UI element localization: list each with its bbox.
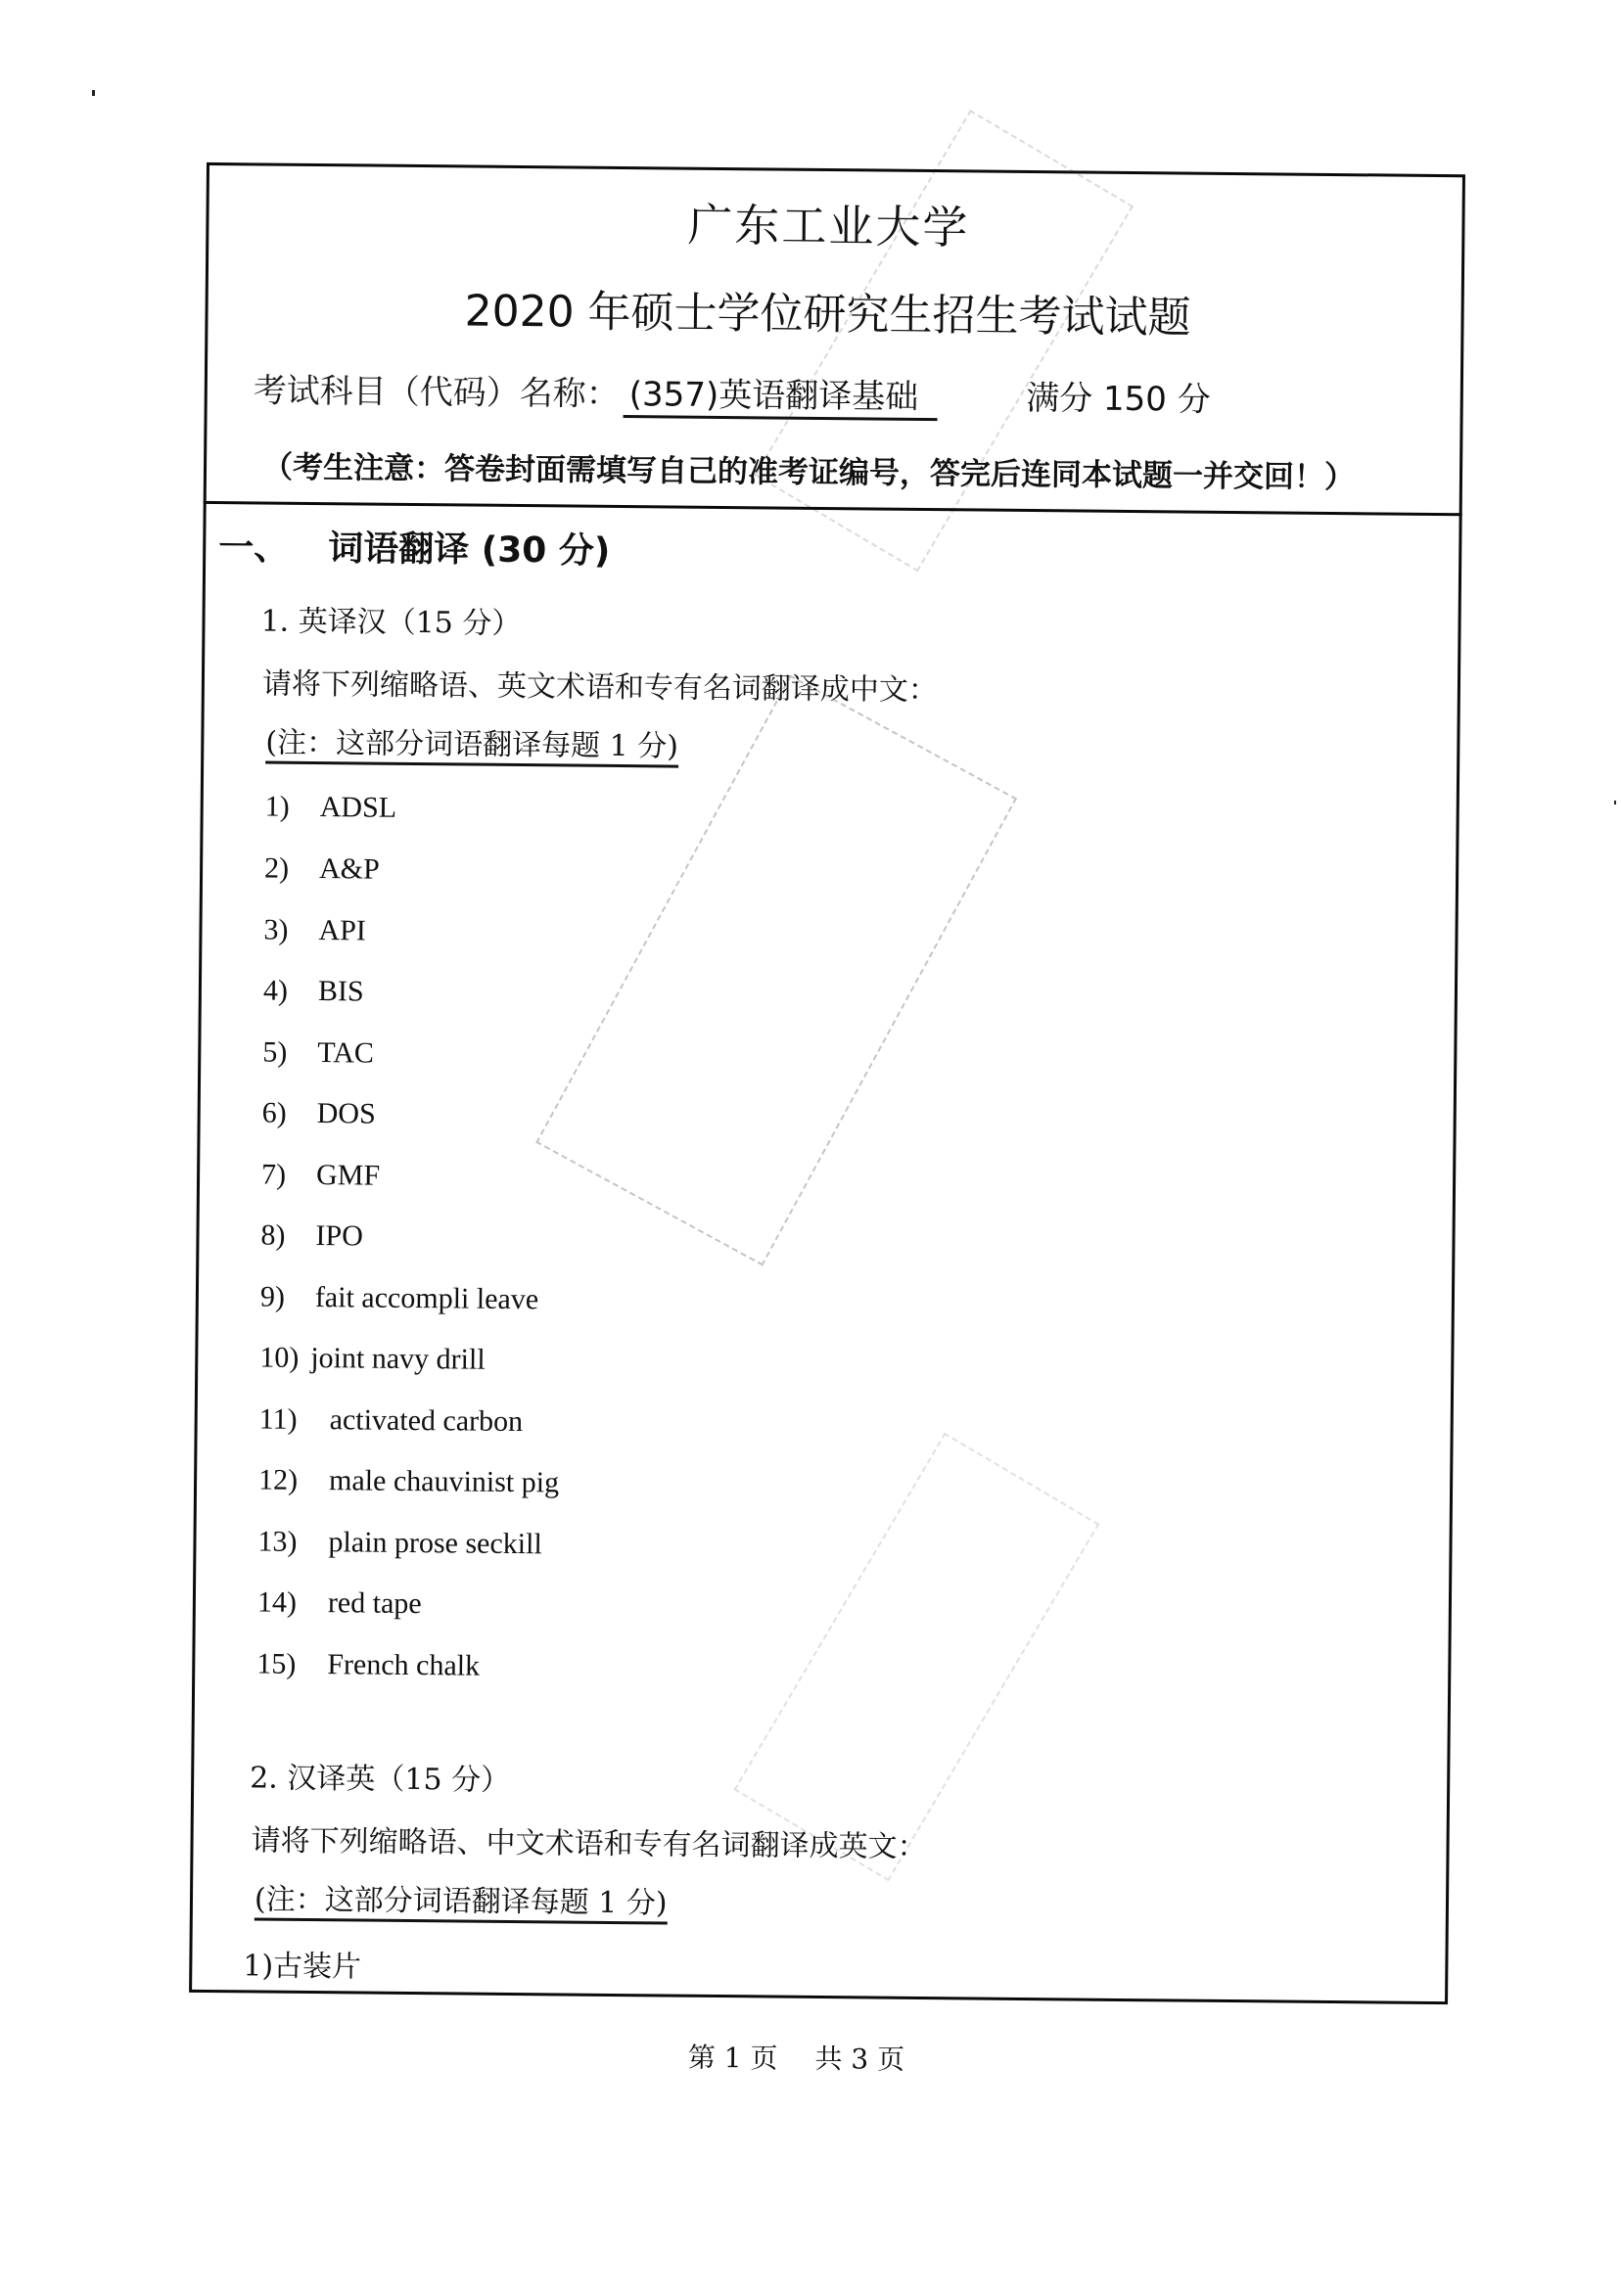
part-note: (注：这部分词语翻译每题 1 分) [265,729,678,768]
item-index: 1) [264,790,290,823]
item-index: 15) [256,1647,297,1680]
item-index: 11) [258,1402,298,1436]
exam-title: 2020 年硕士学位研究生招生考试试题 [464,286,1191,344]
list-item [262,1035,375,1070]
scan-artifact [1614,801,1616,804]
item-index: 8) [260,1218,286,1252]
item-text: red tape [327,1586,422,1621]
full-score: 满分 150 分 [1026,378,1211,420]
list-item [264,790,397,824]
item-text: activated carbon [329,1403,524,1439]
page-current: 第 1 页 [687,2041,778,2075]
item-index: 1) [243,1949,274,1984]
item-index: 3) [263,913,289,946]
item-text: TAC [317,1036,375,1070]
part-instruction: 请将下列缩略语、英文术语和专有名词翻译成中文： [261,666,939,709]
item-index: 9) [259,1280,286,1313]
item-index: 4) [262,974,289,1007]
item-text: IPO [315,1219,364,1253]
list-item [263,851,380,886]
section-heading [218,530,610,570]
item-index: 13) [257,1525,298,1558]
school-name: 广东工业大学 [687,198,970,254]
part-note: (注：这部分词语翻译每题 1 分) [255,1885,668,1924]
list-item [260,1218,364,1253]
section-number: 一、 [218,528,290,569]
subject-name: (357)英语翻译基础 [624,378,939,421]
part-instruction: 请将下列缩略语、中文术语和专有名词翻译成英文： [251,1823,927,1865]
exam-frame [189,162,1465,2004]
section-title: 词语翻译 (30 分) [328,528,611,572]
item-text: A&P [318,852,380,886]
item-index: 5) [262,1035,288,1069]
item-text: 古装片 [272,1949,362,1985]
item-text: plain prose seckill [328,1526,542,1561]
item-text: API [318,914,367,947]
item-text: French chalk [327,1648,481,1682]
list-item [258,1465,559,1497]
list-item [259,1343,486,1374]
item-index: 14) [256,1585,298,1619]
item-text: DOS [316,1097,376,1130]
part-heading-cn-to-en: 2. 汉译英（15 分） [250,1761,511,1798]
item-index: 6) [261,1096,287,1129]
list-item [260,1158,381,1192]
item-index: 10) [259,1341,300,1374]
list-item [263,913,367,947]
list-item [243,1949,362,1985]
item-text: ADSL [319,791,397,824]
item-text: GMF [315,1159,381,1192]
scan-artifact [92,90,95,96]
item-text: fait accompli leave [314,1281,539,1316]
item-index: 7) [260,1158,287,1191]
list-item [262,974,364,1008]
list-item [256,1649,480,1680]
list-item [261,1096,376,1130]
item-index: 2) [263,851,290,885]
item-text: joint navy drill [310,1341,486,1376]
page-footer [0,2038,1612,2081]
candidate-notice: （考生注意：答卷封面需填写自己的准考证编号，答完后连同本试题一并交回！） [261,449,1356,496]
list-item [257,1527,542,1559]
part-heading-en-to-cn: 1. 英译汉（15 分） [260,604,522,642]
item-text: BIS [317,975,364,1008]
page-total: 共 3 页 [814,2042,905,2076]
list-item [259,1404,524,1437]
item-text: male chauvinist pig [328,1464,560,1499]
list-item [257,1587,422,1619]
list-item [260,1282,538,1314]
subject-label: 考试科目（代码）名称： [253,371,620,414]
item-index: 12) [257,1463,299,1496]
